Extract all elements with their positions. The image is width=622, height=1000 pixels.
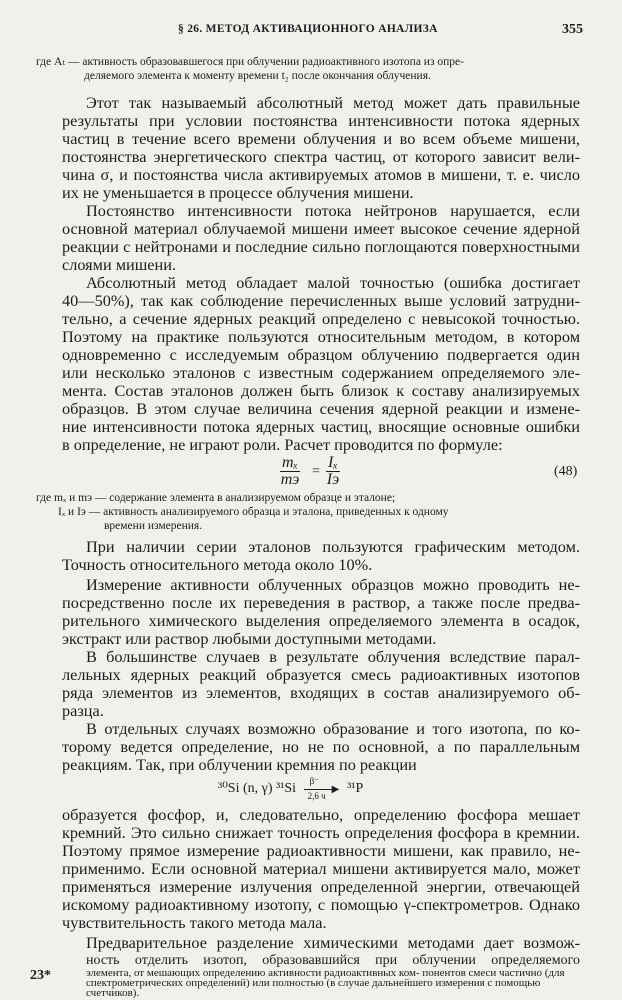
header-title: § 26. МЕТОД АКТИВАЦИОННОГО АНАЛИЗА bbox=[178, 23, 438, 35]
formula-fraction-left bbox=[280, 455, 300, 488]
text-line: торому ведется определение, но не по основной, а по параллельным bbox=[62, 737, 580, 756]
text-line: чувствительность такого метода мала. bbox=[62, 913, 327, 932]
text-line: их не уменьшается в процессе облучения мишени. bbox=[62, 183, 414, 202]
text-line: применимо. Если основной материал мишени активируется мало, может bbox=[62, 859, 580, 878]
text-line: экстракт или раствор любыми доступными методами. bbox=[62, 629, 437, 648]
arrow-label-above: β⁻ bbox=[309, 776, 319, 786]
text-line: ность отделить изотоп, образовавшийся при облучении определяемого bbox=[86, 953, 580, 968]
footnote-line: времени измерения. bbox=[104, 520, 203, 532]
text-line: или несколько эталонов с известным содержанием определяемого эле- bbox=[62, 363, 580, 382]
reaction-arrow: β⁻ ▶ 2,6 ч bbox=[304, 778, 340, 800]
fraction-denominator: mэ bbox=[280, 471, 300, 488]
text-line: Точность относительного метода около 10%. bbox=[62, 555, 373, 574]
text-line: мента. Состав эталонов должен быть близок к составу анализируемых bbox=[62, 381, 580, 400]
footnote-line: где mₓ и mэ — содержание элемента в анализируемом образце и эталоне; bbox=[36, 492, 396, 504]
fraction-numerator: mₓ bbox=[282, 454, 299, 471]
footnote-line: деляемого элемента к моменту времени t₂ после окончания облучения. bbox=[84, 70, 431, 82]
text-line: разца. bbox=[62, 701, 104, 720]
text-line: В большинстве случаев в результате облучения вследствие парал- bbox=[86, 647, 580, 666]
text-line: кремний. Это сильно снижает точность определения фосфора в кремнии. bbox=[62, 823, 580, 842]
text-line: основной материал облучаемой мишени имеет высокое сечение ядерной bbox=[62, 219, 580, 238]
reaction-right: ³¹P bbox=[347, 781, 364, 797]
text-line: Предварительное разделение химическими методами дает возмож- bbox=[86, 933, 580, 952]
reaction-left: ³⁰Si (n, γ) ³¹Si bbox=[218, 781, 297, 797]
text-line: Измерение активности облученных образцов можно проводить не- bbox=[86, 575, 580, 594]
equation-number: (48) bbox=[554, 464, 578, 479]
text-line: образуется фосфор, и, следовательно, определению фосфора мешает bbox=[62, 805, 580, 824]
text-line: чина σ, и постоянства числа активируемых атомов в мишени, т. е. число bbox=[62, 165, 580, 184]
text-line: Постоянство интенсивности потока нейтронов нарушается, если bbox=[86, 201, 580, 220]
fraction-numerator: Iₓ bbox=[328, 454, 338, 471]
fraction-denominator: Iэ bbox=[326, 471, 340, 488]
text-line: слоями мишени. bbox=[62, 255, 177, 274]
text-line: ние интенсивности потока ядерных частиц, вносящие основные ошибки bbox=[62, 417, 580, 436]
text-line: Абсолютный метод обладает малой точностью (ошибка достигает bbox=[86, 273, 580, 292]
text-line: в определение, не играют роли. Расчет проводится по формуле: bbox=[62, 435, 503, 454]
running-header bbox=[0, 22, 622, 42]
text-line: частиц в течение всего времени облучения и во всем объеме мишени, bbox=[62, 129, 580, 148]
text-line: применяться измерение излучения определенной энергии, отвечающей bbox=[62, 877, 580, 896]
text-line: реакции с нейтронами и последние сильно поглощаются поверхностными bbox=[62, 237, 580, 256]
text-line bbox=[86, 968, 580, 998]
formula-fraction-right bbox=[326, 455, 340, 488]
text-line: ряда элементов из элементов, входящих в состав анализируемого об- bbox=[62, 683, 580, 702]
text-line: лельных ядерных реакций образуется смесь радиоактивных изотопов bbox=[62, 665, 580, 684]
text-line: При наличии серии эталонов пользуются графическим методом. bbox=[86, 537, 580, 556]
page-number: 355 bbox=[562, 22, 583, 37]
text-line: Этот так называемый абсолютный метод может дать правильные bbox=[86, 93, 580, 112]
equals-sign: = bbox=[312, 464, 320, 479]
text-line: искомому радиоактивному изотопу, с помощью γ-спектрометров. Однако bbox=[62, 895, 580, 914]
text-line: Поэтому на практике пользуются относительным методом, в котором bbox=[62, 327, 580, 346]
text-line: результаты при условии постоянства интенсивности потока ядерных bbox=[62, 111, 580, 130]
text-fragment: полностью (в случае дальнейшего измерения с помощью счетчиков). bbox=[86, 977, 541, 999]
footnote-line: где Aₜ — активность образовавшегося при облучении радиоактивного изотопа из опре- bbox=[36, 56, 464, 68]
footnote-line: Iₓ и Iэ — активность анализируемого образца и эталона, приведенных к одному bbox=[58, 506, 449, 518]
text-line: В отдельных случаях возможно образование и того изотопа, по ко- bbox=[86, 719, 580, 738]
text-line: тельно, а сечение ядерных реакций определено с невысокой точностью. bbox=[62, 309, 580, 328]
text-line: рительного химического выделения определяемого элемента в осадок, bbox=[62, 611, 580, 630]
text-line: посредственно после их переведения в раствор, а также после предва- bbox=[62, 593, 580, 612]
text-fragment: элемента, от мешающих определению активности радиоактивных ком- bbox=[86, 967, 420, 979]
arrow-label-below: 2,6 ч bbox=[307, 791, 326, 801]
text-line: образцов. В этом случае величина сечения ядерной реакции и измене- bbox=[62, 399, 580, 418]
text-line: Поэтому прямое измерение радиоактивности мишени, как правило, не- bbox=[62, 841, 580, 860]
text-fragment: понентов смеси частично (для спектрометрических определений) или bbox=[86, 967, 565, 989]
text-line: 40—50%), так как соблюдение перечисленных выше условий затрудни- bbox=[62, 291, 580, 310]
nuclear-reaction bbox=[218, 778, 363, 800]
signature-mark: 23* bbox=[30, 968, 51, 983]
text-line: постоянства энергетического спектра частиц, от которого зависит вели- bbox=[62, 147, 580, 166]
text-line: реакциям. Так, при облучении кремния по реакции bbox=[62, 755, 417, 774]
text-line: одновременно с исследуемым образцом облучению подвергается один bbox=[62, 345, 580, 364]
